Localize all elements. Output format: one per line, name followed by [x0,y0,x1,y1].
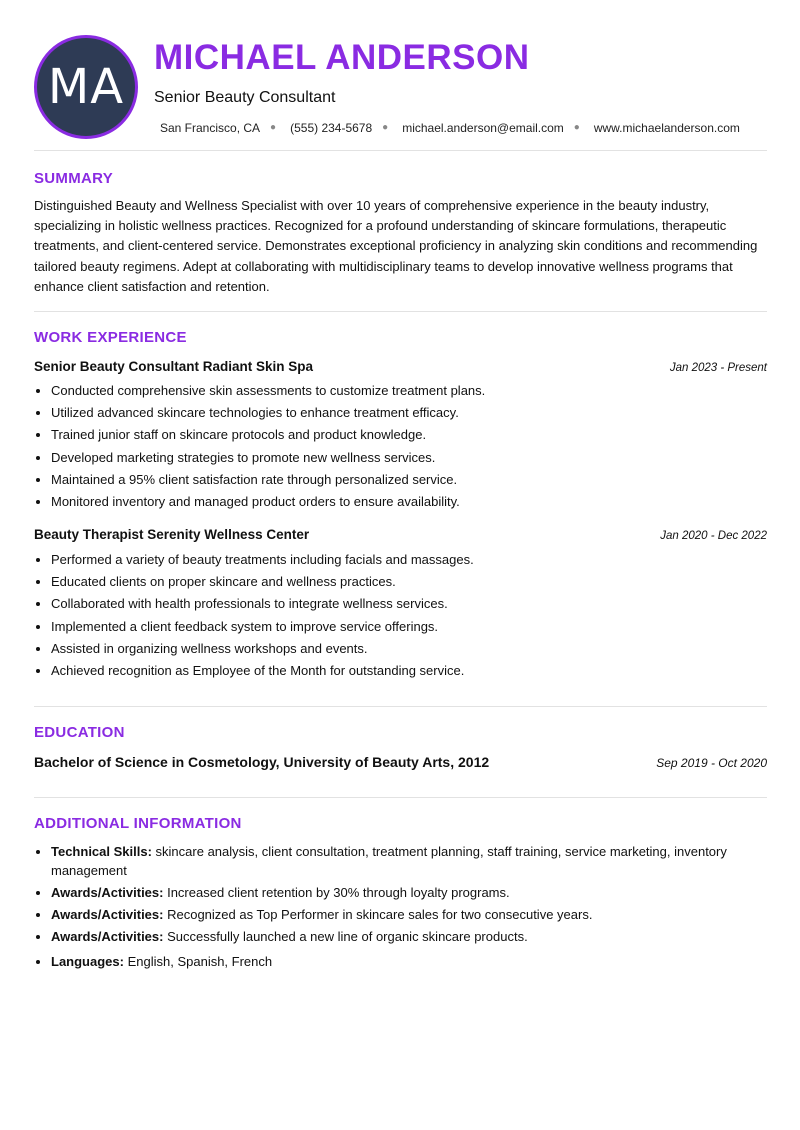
item-label: Technical Skills: [51,844,152,859]
item-label: Languages: [51,954,124,969]
contact-phone: (555) 234-5678 [290,121,373,135]
list-item: • Educated clients on proper skincare and wellness practices. [51,571,767,593]
divider [34,311,767,312]
contact-separator: ● [270,122,277,133]
item-text: English, Spanish, French [127,954,273,969]
item-text: skincare analysis, client consultation, treatment planning, staff training, service marketing, inventory management [51,844,727,878]
job-bullets [34,380,767,513]
list-item: • Conducted comprehensive skin assessments to customize treatment plans. [51,380,767,402]
contact-email[interactable]: michael.anderson@email.com [402,121,564,135]
list-item: • Utilized advanced skincare technologies to enhance treatment efficacy. [51,402,767,424]
list-item: • Developed marketing strategies to promote new wellness services. [51,447,767,469]
list-item [51,905,767,924]
list-item [51,883,767,902]
job-header [34,526,767,545]
job-title: Senior Beauty Consultant Radiant Skin Spa [34,359,314,374]
education-degree: Bachelor of Science in Cosmetology, University of Beauty Arts, 2012 [34,754,490,770]
divider [34,706,767,707]
list-item [51,952,767,971]
summary-text: Distinguished Beauty and Wellness Specialist with over 10 years of comprehensive experience in the beauty industry, specializing in holistic wellness practices. Recognized for a profound understanding of skincare formulations, therapeutic treatments, and client-centered service. Demonstrates exceptional proficiency in analyzing skin conditions and recommending tailored beauty regimens. Adept at collaborating with multidisciplinary teams to develop innovative wellness programs that enhance client satisfaction and retention. [34,198,758,294]
list-item: • Assisted in organizing wellness workshops and events. [51,638,767,660]
list-item: • Maintained a 95% client satisfaction rate through personalized service. [51,469,767,491]
list-item: • Trained junior staff on skincare protocols and product knowledge. [51,424,767,446]
item-label: Awards/Activities: [51,907,164,922]
job-dates: Jan 2023 - Present [669,362,767,374]
contact-website[interactable]: www.michaelanderson.com [593,121,740,135]
divider [34,797,767,798]
list-item: • Achieved recognition as Employee of the Month for outstanding service. [51,660,767,682]
job-title: Beauty Therapist Serenity Wellness Center [34,527,310,542]
experience-heading: WORK EXPERIENCE [34,329,187,346]
item-text: Recognized as Top Performer in skincare sales for two consecutive years. [167,907,593,922]
item-text: Increased client retention by 30% through loyalty programs. [167,885,510,900]
additional-heading: ADDITIONAL INFORMATION [34,815,242,832]
list-item: • Collaborated with health professionals to integrate wellness services. [51,593,767,615]
item-label: Awards/Activities: [51,885,164,900]
summary-heading: SUMMARY [34,170,114,187]
list-item: • Implemented a client feedback system to improve service offerings. [51,616,767,638]
education-entry [34,753,767,772]
list-item [51,927,767,946]
contact-separator: ● [382,122,389,133]
avatar [34,35,138,139]
list-item: • Monitored inventory and managed product orders to ensure availability. [51,491,767,513]
education-heading: EDUCATION [34,724,125,741]
list-item [51,842,767,880]
candidate-name: MICHAEL ANDERSON [154,38,530,77]
additional-list [34,842,767,974]
item-text: Successfully launched a new line of organic skincare products. [167,929,528,944]
job-bullets [34,549,767,682]
contact-separator: ● [573,122,580,133]
job-dates: Jan 2020 - Dec 2022 [660,530,767,542]
contact-info [160,120,740,136]
contact-location: San Francisco, CA [160,121,261,135]
avatar-initials: MA [47,59,125,115]
candidate-title: Senior Beauty Consultant [154,89,336,106]
list-item: • Performed a variety of beauty treatments including facials and massages. [51,549,767,571]
job-header [34,358,767,377]
divider [34,150,767,151]
education-dates: Sep 2019 - Oct 2020 [656,756,767,770]
item-label: Awards/Activities: [51,929,164,944]
